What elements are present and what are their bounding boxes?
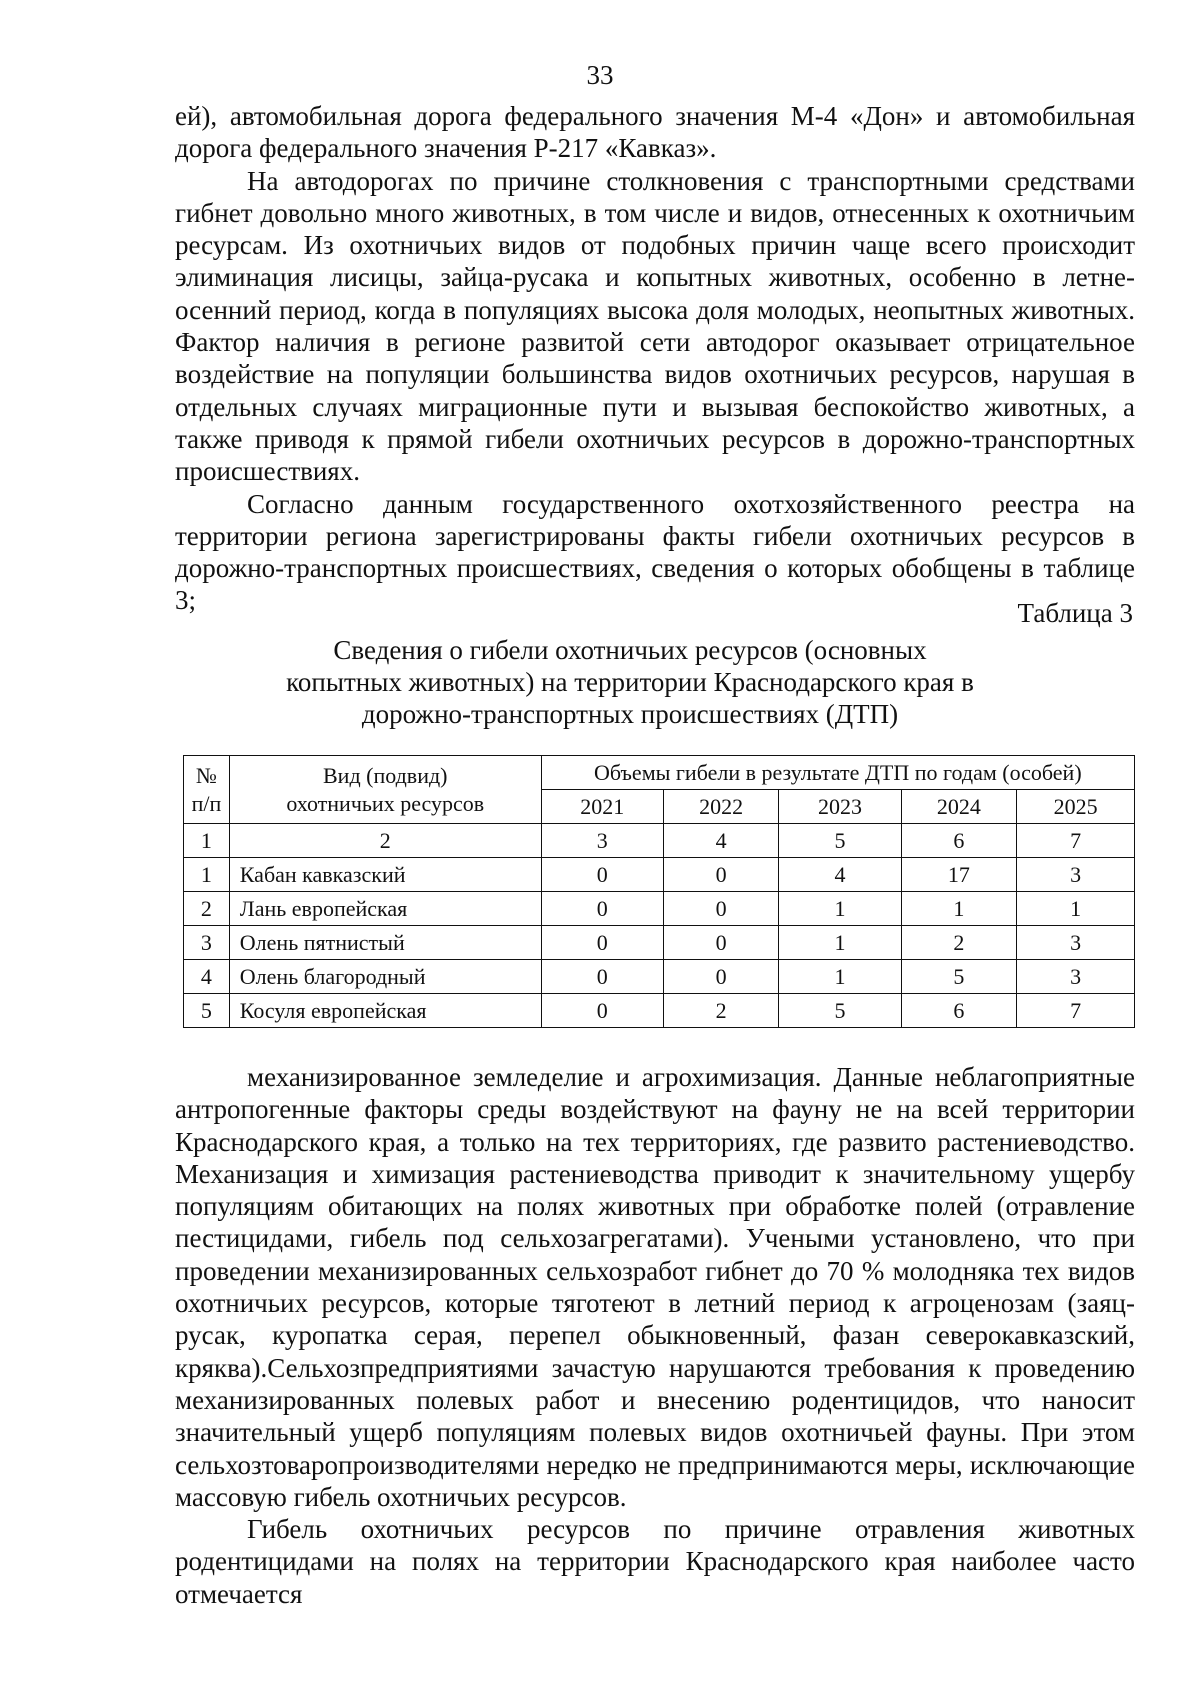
row-value: 0 [541, 892, 663, 926]
header-year: 2021 [541, 790, 663, 824]
header-year: 2022 [663, 790, 779, 824]
row-value: 5 [901, 960, 1017, 994]
index-cell: 3 [541, 824, 663, 858]
row-number: 4 [184, 960, 230, 994]
header-year: 2023 [779, 790, 901, 824]
header-number: № п/п [184, 756, 230, 824]
row-number: 1 [184, 858, 230, 892]
row-value: 3 [1017, 858, 1135, 892]
row-number: 5 [184, 994, 230, 1028]
text-block-top [175, 100, 1135, 617]
row-species: Косуля европейская [229, 994, 541, 1028]
table-row [184, 926, 1135, 960]
row-species: Лань европейская [229, 892, 541, 926]
row-value: 0 [663, 926, 779, 960]
header-year: 2025 [1017, 790, 1135, 824]
paragraph-continuation: ей), автомобильная дорога федерального значения М-4 «Дон» и автомобильная дорога федерального значения Р-217 «Кавказ». [175, 101, 1135, 164]
row-value: 7 [1017, 994, 1135, 1028]
index-cell: 5 [779, 824, 901, 858]
row-value: 0 [541, 926, 663, 960]
roadkill-table [183, 755, 1135, 1028]
table-index-row [184, 824, 1135, 858]
row-value: 3 [1017, 960, 1135, 994]
paragraph-roads: На автодорогах по причине столкновения с транспортными средствами гибнет довольно много животных, в том числе и видов, отнесенных к охотничьим ресурсам. Из охотничьих видов от подобных причин чаще всего происходит элиминация лисицы, зайца-русака и копытных животных, особенно в летне-осенний период, когда в популяциях высока доля молодых, неопытных животных. Фактор наличия в регионе развитой сети автодорог оказывает отрицательное воздействие на популяции большинства видов охотничьих ресурсов, нарушая в отдельных случаях миграционные пути и вызывая беспокойство животных, а также приводя к прямой гибели охотничьих ресурсов в дорожно-транспортных происшествиях. [175, 165, 1135, 487]
row-value: 3 [1017, 926, 1135, 960]
row-species: Кабан кавказский [229, 858, 541, 892]
row-value: 1 [901, 892, 1017, 926]
row-number: 2 [184, 892, 230, 926]
table-title: Сведения о гибели охотничьих ресурсов (основных копытных животных) на территории Краснодарского края в дорожно-транспортных происшествиях (ДТП) [286, 635, 974, 729]
header-species: Вид (подвид) охотничьих ресурсов [229, 756, 541, 824]
row-value: 1 [779, 960, 901, 994]
row-value: 0 [541, 994, 663, 1028]
row-species: Олень пятнистый [229, 926, 541, 960]
row-species: Олень благородный [229, 960, 541, 994]
text-block-bottom [175, 1061, 1135, 1610]
row-value: 1 [779, 892, 901, 926]
row-number: 3 [184, 926, 230, 960]
row-value: 17 [901, 858, 1017, 892]
header-volumes: Объемы гибели в результате ДТП по годам (особей) [541, 756, 1134, 790]
row-value: 0 [663, 858, 779, 892]
row-value: 0 [663, 960, 779, 994]
table-row [184, 994, 1135, 1028]
header-year: 2024 [901, 790, 1017, 824]
paragraph-agriculture: механизированное земледелие и агрохимизация. Данные неблагоприятные антропогенные факторы среды воздействуют на фауну не на всей территории Краснодарского края, а только на тех территориях, где развито растениеводство. Механизация и химизация растениеводства приводит к значительному ущербу популяциям обитающих на полях животных при обработке полей (отравление пестицидами, гибель под сельхозагрегатами). Учеными установлено, что при проведении механизированных сельхозработ гибнет до 70 % молодняка тех видов охотничьих ресурсов, которые тяготеют в летний период к агроценозам (заяц-русак, куропатка серая, перепел обыкновенный, фазан северокавказский, кряква).Сельхозпредприятиями зачастую нарушаются требования к проведению механизированных полевых работ и внесению родентицидов, что наносит значительный ущерб популяциям полевых видов охотничьей фауны. При этом сельхозтоваропроизводителями нередко не предпринимаются меры, исключающие массовую гибель охотничьих ресурсов. [175, 1062, 1135, 1512]
page-number: 33 [586, 60, 614, 90]
row-value: 5 [779, 994, 901, 1028]
index-cell: 6 [901, 824, 1017, 858]
row-value: 0 [541, 960, 663, 994]
row-value: 0 [541, 858, 663, 892]
row-value: 2 [663, 994, 779, 1028]
index-cell: 7 [1017, 824, 1135, 858]
index-cell: 2 [229, 824, 541, 858]
table-header-row [184, 756, 1135, 790]
table-row [184, 892, 1135, 926]
paragraph-registry: Согласно данным государственного охотхозяйственного реестра на территории региона зарегистрированы факты гибели охотничьих ресурсов в дорожно-транспортных происшествиях, сведения о которых обобщены в таблице 3; [175, 488, 1135, 616]
index-cell: 4 [663, 824, 779, 858]
table-label: Таблица 3 [1017, 598, 1133, 628]
row-value: 0 [663, 892, 779, 926]
table-row [184, 858, 1135, 892]
row-value: 1 [779, 926, 901, 960]
table-row [184, 960, 1135, 994]
index-cell: 1 [184, 824, 230, 858]
row-value: 4 [779, 858, 901, 892]
row-value: 1 [1017, 892, 1135, 926]
paragraph-rodenticides: Гибель охотничьих ресурсов по причине отравления животных родентицидами на полях на территории Краснодарского края наиболее часто отмечается [175, 1514, 1135, 1609]
row-value: 2 [901, 926, 1017, 960]
row-value: 6 [901, 994, 1017, 1028]
